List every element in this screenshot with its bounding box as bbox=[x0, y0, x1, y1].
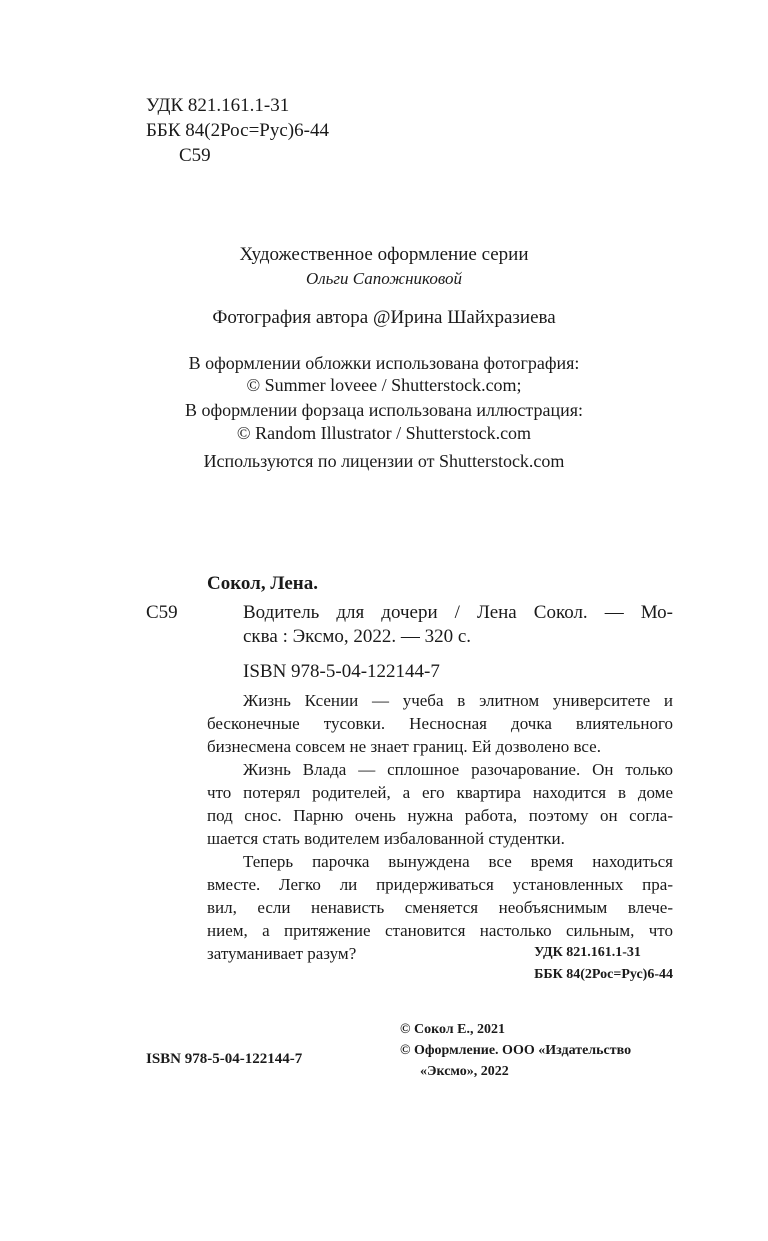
series-designer-name: Ольги Сапожниковой bbox=[305, 269, 463, 288]
biblio-title-line2: сква : Эксмо, 2022. — 320 с. bbox=[243, 626, 472, 647]
copyright-author: © Сокол Е., 2021 bbox=[400, 1022, 505, 1037]
footer-isbn: ISBN 978-5-04-122144-7 bbox=[146, 1051, 303, 1067]
biblio-author-mark: С59 bbox=[146, 602, 178, 623]
endpaper-credit-line1: В оформлении форзаца использована иллюстрация: bbox=[184, 400, 583, 420]
annotation bbox=[207, 689, 673, 965]
copyright-design-line1: © Оформление. ООО «Издательство bbox=[400, 1043, 632, 1058]
annotation-line: бесконечные тусовки. Несносная дочка влиятельного bbox=[207, 714, 673, 733]
classification-codes-small bbox=[534, 943, 673, 987]
udk-code-small: УДК 821.161.1-31 bbox=[534, 945, 641, 960]
annotation-line: Жизнь Ксении — учеба в элитном университете и bbox=[243, 691, 673, 710]
endpaper-credit-line2: © Random Illustrator / Shutterstock.com bbox=[236, 423, 532, 443]
author-photo-credit: Фотография автора @Ирина Шайхразиева bbox=[212, 307, 556, 328]
copyright-block bbox=[400, 1020, 631, 1083]
annotation-line: Жизнь Влада — сплошное разочарование. Он только bbox=[243, 760, 673, 779]
biblio-title-line1: Водитель для дочери / Лена Сокол. — Мо- bbox=[243, 602, 673, 623]
cover-credit-line1: В оформлении обложки использована фотография: bbox=[188, 353, 580, 373]
annotation-line: затуманивает разум? bbox=[207, 944, 357, 963]
bbk-code: ББК 84(2Рос=Рус)6-44 bbox=[146, 120, 329, 141]
annotation-line: нием, а притяжение становится настолько сильным, что bbox=[207, 921, 673, 940]
classification-codes bbox=[146, 94, 329, 169]
cover-credit-line2: © Summer loveee / Shutterstock.com; bbox=[246, 375, 522, 395]
annotation-paragraph bbox=[207, 689, 673, 758]
biblio-author-heading: Сокол, Лена. bbox=[207, 573, 318, 594]
series-design-credit: Художественное оформление серии bbox=[239, 244, 529, 265]
annotation-line: бизнесмена совсем не знает границ. Ей дозволено все. bbox=[207, 737, 601, 756]
annotation-paragraph bbox=[207, 758, 673, 850]
annotation-line: вместе. Легко ли придерживаться установленных пра- bbox=[207, 875, 673, 894]
author-mark: С59 bbox=[179, 145, 211, 166]
annotation-line: под снос. Парню очень нужна работа, поэтому он согла- bbox=[207, 806, 673, 825]
annotation-line: что потерял родителей, а его квартира находится в доме bbox=[207, 783, 673, 802]
biblio-isbn: ISBN 978-5-04-122144-7 bbox=[243, 661, 440, 682]
bbk-code-small: ББК 84(2Рос=Рус)6-44 bbox=[534, 967, 673, 982]
annotation-line: шается стать водителем избалованной студентки. bbox=[207, 829, 565, 848]
annotation-line: вил, если ненависть сменяется необъяснимым влече- bbox=[207, 898, 673, 917]
annotation-line: Теперь парочка вынуждена все время находиться bbox=[243, 852, 673, 871]
udk-code: УДК 821.161.1-31 bbox=[146, 95, 290, 116]
license-note: Используются по лицензии от Shutterstock.com bbox=[203, 451, 565, 471]
copyright-design-line2: «Эксмо», 2022 bbox=[420, 1064, 509, 1079]
